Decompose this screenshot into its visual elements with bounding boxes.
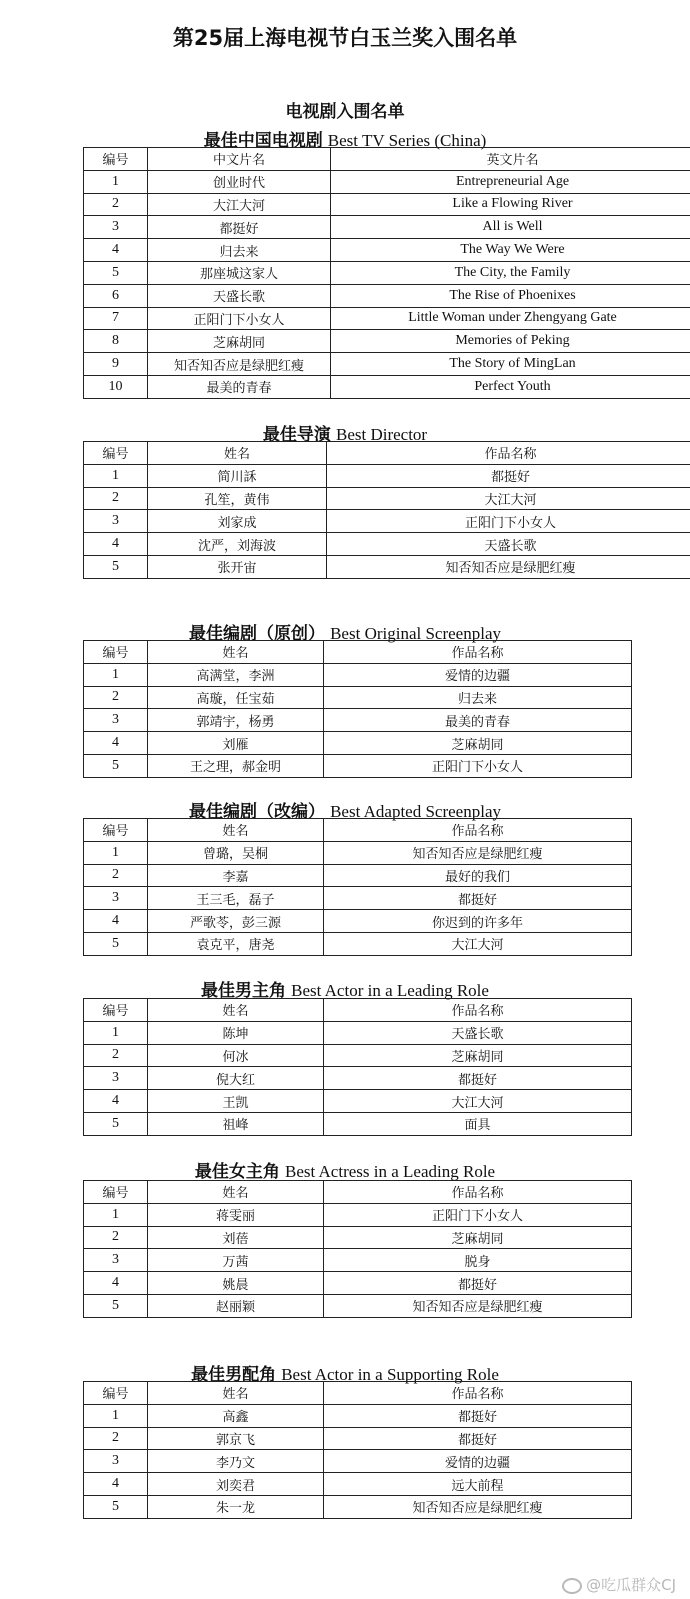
table-header-row xyxy=(84,641,632,664)
section-title-zh: 最佳编剧（改编） xyxy=(189,802,325,822)
row-number: 3 xyxy=(84,1067,148,1090)
cell-title: The Story of MingLan xyxy=(331,353,690,376)
row-number: 5 xyxy=(84,754,148,777)
page-title: 第25届上海电视节白玉兰奖入围名单 xyxy=(172,26,518,50)
row-number: 1 xyxy=(84,1021,148,1044)
cell-name: 沈严，刘海波 xyxy=(148,533,327,556)
nominee-table xyxy=(83,998,632,1136)
table-row xyxy=(84,353,690,376)
cell-title: 爱情的边疆 xyxy=(324,663,632,686)
table-row xyxy=(84,307,690,330)
column-header: 姓名 xyxy=(148,641,324,664)
cell-title: 都挺好 xyxy=(324,1427,632,1450)
row-number: 2 xyxy=(84,864,148,887)
cell-name: 简川訸 xyxy=(148,464,327,487)
row-number: 5 xyxy=(84,1294,148,1317)
cell-name: 大江大河 xyxy=(148,193,331,216)
row-number: 2 xyxy=(84,193,148,216)
column-header: 编号 xyxy=(84,999,148,1022)
table-row xyxy=(84,932,632,955)
table-row xyxy=(84,216,690,239)
cell-name: 最美的青春 xyxy=(148,375,331,398)
row-number: 2 xyxy=(84,1226,148,1249)
column-header: 作品名称 xyxy=(324,641,632,664)
column-header: 编号 xyxy=(84,148,148,171)
cell-name: 刘家成 xyxy=(148,510,327,533)
nominee-table xyxy=(83,1381,632,1519)
column-header: 中文片名 xyxy=(148,148,331,171)
cell-name: 郭靖宇，杨勇 xyxy=(148,709,324,732)
table-row xyxy=(84,1203,632,1226)
table-row xyxy=(84,375,690,398)
column-header: 姓名 xyxy=(148,999,324,1022)
cell-title: 芝麻胡同 xyxy=(324,1044,632,1067)
cell-title: Like a Flowing River xyxy=(331,193,690,216)
cell-title: 正阳门下小女人 xyxy=(327,510,690,533)
section-title-zh: 最佳中国电视剧 xyxy=(203,131,323,151)
table-row xyxy=(84,910,632,933)
cell-name: 倪大红 xyxy=(148,1067,324,1090)
column-header: 编号 xyxy=(84,1382,148,1405)
nominee-table xyxy=(83,147,690,399)
cell-name: 高满堂，李洲 xyxy=(148,663,324,686)
column-header: 作品名称 xyxy=(324,819,632,842)
column-header: 姓名 xyxy=(148,1382,324,1405)
table-row xyxy=(84,1090,632,1113)
column-header: 编号 xyxy=(84,1181,148,1204)
cell-title: Little Woman under Zhengyang Gate xyxy=(331,307,690,330)
cell-name: 姚晨 xyxy=(148,1272,324,1295)
row-number: 4 xyxy=(84,239,148,262)
table-row xyxy=(84,1249,632,1272)
cell-name: 王凯 xyxy=(148,1090,324,1113)
nominee-table xyxy=(83,818,632,956)
table-row xyxy=(84,1450,632,1473)
cell-name: 王之理，郝金明 xyxy=(148,754,324,777)
cell-name: 李乃文 xyxy=(148,1450,324,1473)
cell-name: 郭京飞 xyxy=(148,1427,324,1450)
cell-title: 脱身 xyxy=(324,1249,632,1272)
column-header: 编号 xyxy=(84,442,148,465)
row-number: 2 xyxy=(84,1427,148,1450)
table-header-row xyxy=(84,442,690,465)
section-title-en: Best Actor in a Leading Role xyxy=(291,981,489,1000)
row-number: 8 xyxy=(84,330,148,353)
section-title-en: Best Original Screenplay xyxy=(330,624,501,643)
row-number: 6 xyxy=(84,284,148,307)
table-row xyxy=(84,170,690,193)
row-number: 1 xyxy=(84,663,148,686)
section-title-en: Best Director xyxy=(335,425,428,444)
row-number: 10 xyxy=(84,375,148,398)
section-title-zh: 最佳女主角 xyxy=(194,1162,280,1182)
section-title-en: Best Actress in a Leading Role xyxy=(285,1162,496,1181)
cell-title: 面具 xyxy=(324,1112,632,1135)
cell-name: 蒋雯丽 xyxy=(148,1203,324,1226)
row-number: 1 xyxy=(84,1203,148,1226)
cell-name: 何冰 xyxy=(148,1044,324,1067)
cell-name: 李嘉 xyxy=(148,864,324,887)
cell-name: 创业时代 xyxy=(148,170,331,193)
cell-title: 知否知否应是绿肥红瘦 xyxy=(324,1495,632,1518)
table-row xyxy=(84,284,690,307)
cell-title: 你迟到的许多年 xyxy=(324,910,632,933)
row-number: 3 xyxy=(84,216,148,239)
cell-title: Entrepreneurial Age xyxy=(331,170,690,193)
table-row xyxy=(84,686,632,709)
row-number: 2 xyxy=(84,1044,148,1067)
table-row xyxy=(84,330,690,353)
section-title-en: Best Actor in a Supporting Role xyxy=(281,1365,499,1384)
section-title xyxy=(0,1157,690,1182)
table-row xyxy=(84,864,632,887)
row-number: 1 xyxy=(84,1404,148,1427)
cell-name: 袁克平，唐尧 xyxy=(148,932,324,955)
table-row xyxy=(84,1272,632,1295)
cell-title: 芝麻胡同 xyxy=(324,1226,632,1249)
table-header-row xyxy=(84,819,632,842)
column-header: 姓名 xyxy=(148,442,327,465)
column-header: 作品名称 xyxy=(324,1382,632,1405)
section-title-zh: 最佳男配角 xyxy=(191,1365,277,1385)
row-number: 4 xyxy=(84,910,148,933)
row-number: 2 xyxy=(84,686,148,709)
cell-title: Memories of Peking xyxy=(331,330,690,353)
table-row xyxy=(84,663,632,686)
table-header-row xyxy=(84,1382,632,1405)
table-row xyxy=(84,887,632,910)
row-number: 3 xyxy=(84,510,148,533)
cell-name: 赵丽颖 xyxy=(148,1294,324,1317)
cell-name: 刘蓓 xyxy=(148,1226,324,1249)
cell-name: 正阳门下小女人 xyxy=(148,307,331,330)
cell-name: 芝麻胡同 xyxy=(148,330,331,353)
cell-title: All is Well xyxy=(331,216,690,239)
table-row xyxy=(84,1067,632,1090)
weibo-watermark xyxy=(562,1574,676,1595)
column-header: 姓名 xyxy=(148,1181,324,1204)
table-row xyxy=(84,709,632,732)
cell-title: Perfect Youth xyxy=(331,375,690,398)
watermark-text: @吃瓜群众CJ xyxy=(586,1576,676,1594)
column-header: 编号 xyxy=(84,641,148,664)
column-header: 姓名 xyxy=(148,819,324,842)
table-row xyxy=(84,754,632,777)
row-number: 5 xyxy=(84,555,148,578)
cell-name: 天盛长歌 xyxy=(148,284,331,307)
column-header: 作品名称 xyxy=(327,442,690,465)
cell-title: 知否知否应是绿肥红瘦 xyxy=(324,1294,632,1317)
table-row xyxy=(84,1427,632,1450)
column-header: 作品名称 xyxy=(324,999,632,1022)
table-row xyxy=(84,1021,632,1044)
cell-name: 万茜 xyxy=(148,1249,324,1272)
table-row xyxy=(84,487,690,510)
cell-title: 知否知否应是绿肥红瘦 xyxy=(327,555,690,578)
section-title-en: Best TV Series (China) xyxy=(327,131,487,150)
cell-name: 高鑫 xyxy=(148,1404,324,1427)
column-header: 作品名称 xyxy=(324,1181,632,1204)
weibo-logo-icon xyxy=(562,1578,582,1594)
row-number: 4 xyxy=(84,1090,148,1113)
section-title-zh: 最佳编剧（原创） xyxy=(189,624,325,644)
row-number: 5 xyxy=(84,932,148,955)
row-number: 4 xyxy=(84,1272,148,1295)
row-number: 4 xyxy=(84,1473,148,1496)
cell-title: 正阳门下小女人 xyxy=(324,754,632,777)
cell-title: 大江大河 xyxy=(324,1090,632,1113)
cell-title: 都挺好 xyxy=(324,1404,632,1427)
cell-name: 归去来 xyxy=(148,239,331,262)
nominee-table xyxy=(83,441,690,579)
cell-name: 张开宙 xyxy=(148,555,327,578)
row-number: 5 xyxy=(84,1495,148,1518)
table-row xyxy=(84,1473,632,1496)
cell-title: 都挺好 xyxy=(324,1067,632,1090)
cell-name: 刘雁 xyxy=(148,732,324,755)
cell-title: 正阳门下小女人 xyxy=(324,1203,632,1226)
nominee-table xyxy=(83,640,632,778)
cell-title: 都挺好 xyxy=(324,1272,632,1295)
table-row xyxy=(84,555,690,578)
row-number: 3 xyxy=(84,1249,148,1272)
cell-title: 知否知否应是绿肥红瘦 xyxy=(324,841,632,864)
table-row xyxy=(84,1044,632,1067)
cell-title: 都挺好 xyxy=(324,887,632,910)
table-row xyxy=(84,193,690,216)
nominee-table xyxy=(83,1180,632,1318)
table-row xyxy=(84,261,690,284)
cell-title: 最好的我们 xyxy=(324,864,632,887)
table-row xyxy=(84,239,690,262)
cell-name: 祖峰 xyxy=(148,1112,324,1135)
row-number: 5 xyxy=(84,261,148,284)
row-number: 2 xyxy=(84,487,148,510)
cell-title: 都挺好 xyxy=(327,464,690,487)
table-row xyxy=(84,841,632,864)
table-row xyxy=(84,533,690,556)
row-number: 5 xyxy=(84,1112,148,1135)
table-row xyxy=(84,1294,632,1317)
cell-name: 曾璐，吴桐 xyxy=(148,841,324,864)
table-row xyxy=(84,1404,632,1427)
cell-title: 芝麻胡同 xyxy=(324,732,632,755)
cell-title: The Rise of Phoenixes xyxy=(331,284,690,307)
cell-name: 王三毛，磊子 xyxy=(148,887,324,910)
row-number: 9 xyxy=(84,353,148,376)
cell-name: 刘奕君 xyxy=(148,1473,324,1496)
table-row xyxy=(84,464,690,487)
cell-name: 严歌苓，彭三源 xyxy=(148,910,324,933)
cell-title: 爱情的边疆 xyxy=(324,1450,632,1473)
section-title-zh: 最佳导演 xyxy=(262,425,331,445)
table-header-row xyxy=(84,999,632,1022)
table-row xyxy=(84,1226,632,1249)
cell-name: 知否知否应是绿肥红瘦 xyxy=(148,353,331,376)
cell-name: 高璇，任宝茹 xyxy=(148,686,324,709)
cell-name: 那座城这家人 xyxy=(148,261,331,284)
row-number: 4 xyxy=(84,732,148,755)
section-title-en: Best Adapted Screenplay xyxy=(330,802,501,821)
cell-title: 大江大河 xyxy=(324,932,632,955)
row-number: 3 xyxy=(84,1450,148,1473)
cell-name: 都挺好 xyxy=(148,216,331,239)
cell-title: 远大前程 xyxy=(324,1473,632,1496)
cell-title: 大江大河 xyxy=(327,487,690,510)
table-header-row xyxy=(84,148,690,171)
table-row xyxy=(84,1112,632,1135)
cell-title: 天盛长歌 xyxy=(324,1021,632,1044)
row-number: 4 xyxy=(84,533,148,556)
row-number: 1 xyxy=(84,841,148,864)
row-number: 7 xyxy=(84,307,148,330)
table-header-row xyxy=(84,1181,632,1204)
column-header: 英文片名 xyxy=(331,148,690,171)
table-row xyxy=(84,732,632,755)
column-header: 编号 xyxy=(84,819,148,842)
cell-name: 孔笙，黄伟 xyxy=(148,487,327,510)
row-number: 3 xyxy=(84,887,148,910)
section-title-zh: 最佳男主角 xyxy=(201,981,287,1001)
table-row xyxy=(84,510,690,533)
cell-title: 天盛长歌 xyxy=(327,533,690,556)
page-subtitle: 电视剧入围名单 xyxy=(285,102,405,122)
cell-title: 归去来 xyxy=(324,686,632,709)
cell-name: 陈坤 xyxy=(148,1021,324,1044)
cell-title: 最美的青春 xyxy=(324,709,632,732)
table-row xyxy=(84,1495,632,1518)
cell-title: The Way We Were xyxy=(331,239,690,262)
cell-name: 朱一龙 xyxy=(148,1495,324,1518)
row-number: 3 xyxy=(84,709,148,732)
cell-title: The City, the Family xyxy=(331,261,690,284)
row-number: 1 xyxy=(84,170,148,193)
row-number: 1 xyxy=(84,464,148,487)
